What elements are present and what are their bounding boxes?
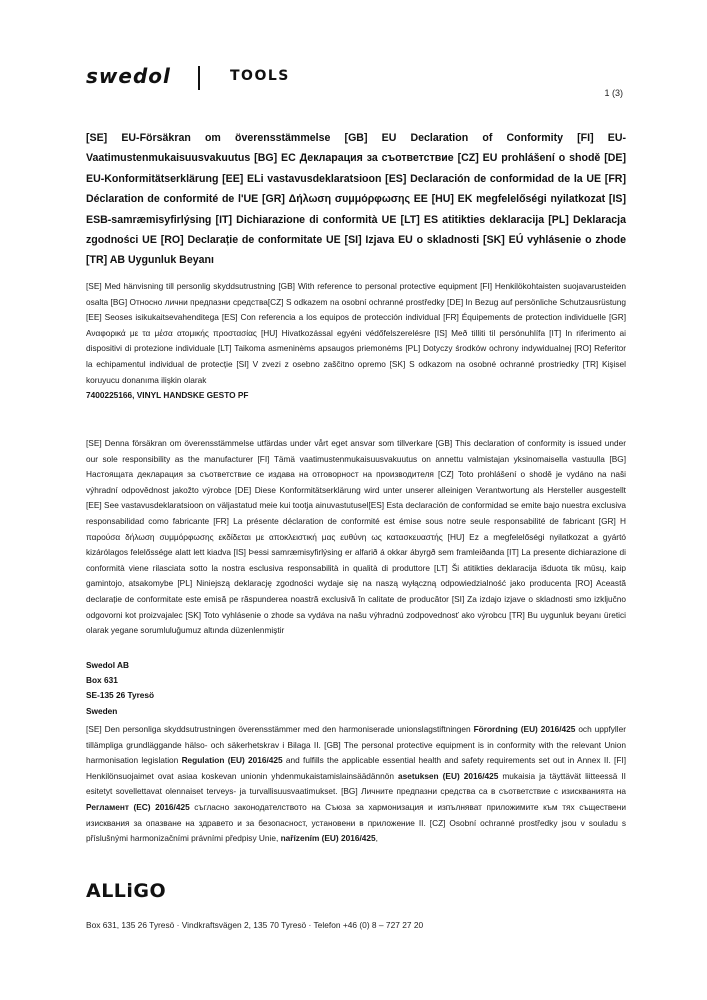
harm-text-3: and fulfills the applicable essential health and safety requirements set out in Annex II. [FI] Henkilönsuojaimet ovat asiaa koskevan unionin yhdenmukaistamislainsäädännön: [86, 755, 627, 781]
header-section-label: TOOLS: [230, 68, 290, 84]
harm-regulation-cz: nařízením (EU) 2016/425: [280, 833, 376, 844]
address-company: Swedol AB: [86, 660, 130, 670]
manufacturer-address: [86, 658, 154, 719]
header-divider: [198, 66, 200, 90]
harm-text-5: съгласно законодателството на Съюза за хармонизация и изпълняват приложимите към тях съществени изисквания за опазване на здравето и за безопасност, установени в приложение II. [CZ] Osobní ochranné prostředky jsou v souladu s příslušnými harmonizačními právními předpisy Unie,: [86, 801, 626, 844]
swedol-logo: swedol: [86, 64, 171, 88]
harm-regulation-se: Förordning (EU) 2016/425: [473, 724, 576, 734]
harm-regulation-gb: Regulation (EU) 2016/425: [181, 755, 283, 766]
reference-text: [SE] Med hänvisning till personlig skyddsutrustning [GB] With reference to personal protective equipment [FI] Henkilökohtaisten suojavarusteiden osalta [BG] Относно лични предпазни средства[CZ] S odkazem na osobní ochranné prostředky [DE] In Bezug auf persönliche Schutzausrüstung [EE] Seoses isikukaitsevahenditega [ES] Con referencia a los equipos de protección individual [FR] Équipements de protection individuelle [GR] Αναφορικά με τα μέσα ατομικής προστασίας [HU] Hivatkozással egyéni védőfelszerelésre [IS] Með tilliti til persónuhlífa [IT] In riferimento ai dispositivi di protezione individuale [LT] Taikoma asmeninėms apsaugos priemonėms [PL] Dotyczy środków ochrony indywidualnej [RO] Referitor la echipamentul individual de protecție [SI] V zvezi z osebno zaščitno opremo [SK] S odkazom na osobné ochranné prostriedky [TR] Kişisel koruyucu donanıma ilişkin olarak: [86, 281, 626, 385]
responsibility-paragraph: [SE] Denna försäkran om överensstämmelse utfärdas under vårt eget ansvar som tillverkare [GB] This declaration of conformity is issued under our sole responsibility as the manufacturer [FI] Tämä vaatimustenmukaisuusvakuutus on annettu valmistajan yksinomaisella vastuulla [BG] Настоящата декларация за съответствие се издава на отговорност на производителя [CZ] Toto prohlášení o shodě je vydáno na naši výhradní odpovědnost jakožto výrobce [DE] Diese Konformitätserklärung wird unter unserer alleinigen Verantwortung als Hersteller ausgestellt [EE] See vastavusdeklaratsioon on väljastatud meie kui tootja ainuvastutusel[ES] Esta declaración de conformidad se emite bajo nuestra exclusiva responsabilidad como fabricante [FR] La présente déclaration de conformité est émise sous notre seule responsabilité de fabricant [GR] Η παρούσα δήλωση συμμόρφωσης εκδίδεται με αποκλειστική μας ευθύνη ως κατασκευαστής [HU] Ez a megfelelőségi nyilatkozat a gyártó kizárólagos felelőssége alatt lett kiadva [IS] Þessi samræmisyfirlýsing er alfarið á okkar ábyrgð sem framleiðanda [IT] La presente dichiarazione di conformità viene rilasciata sotto la nostra esclusiva responsabilità in qualità di produttore [LT] Ši atitikties deklaracija išduota tik mūsų, kaip gamintojo, atsakomybe [PL] Niniejszą deklarację zgodności wydaje się na naszą wyłączną odpowiedzialność jako producenta [RO] Această declarație de conformitate este emisă pe răspunderea noastră exclusivă în calitate de producător [SI] Za izdajo izjave o skladnosti smo izključno odgovorni kot proizvajalec [SK] Toto vyhlásenie o zhode sa vydáva na našu výhradnú zodpovednosť ako výrobcu [TR] Bu uygunluk beyanı üretici olarak yegane sorumluluğumuz altında düzenlenmiştir: [86, 438, 626, 636]
harm-text-1: [SE] Den personliga skyddsutrustningen överensstämmer med den harmoniserade unionslagstiftningen: [86, 724, 474, 734]
address-box: Box 631: [86, 675, 118, 686]
harm-text-2: och uppfyller tillämpliga grundläggande hälso- och säkerhetskrav i Bilaga II. [GB] The personal protective equipment is in conformity with the relevant Union harmonisation legislation: [86, 724, 626, 766]
page-header: [86, 64, 626, 92]
footer-address: Box 631, 135 26 Tyresö · Vindkraftsvägen 2, 135 70 Tyresö · Telefon +46 (0) 8 – 727 27 20: [86, 920, 424, 930]
harm-regulation-fi: asetuksen (EU) 2016/425: [398, 770, 499, 781]
harmonisation-paragraph: [86, 722, 626, 847]
document-title: [SE] EU-Försäkran om överensstämmelse [GB] EU Declaration of Conformity [FI] EU-Vaatimustenmukaisuusvakuutus [BG] ЕС Декларация за съответствие [CZ] EU prohlášení o shodě [DE] EU-Konformitätserklärung [EE] ELi vastavusdeklaratsioon [ES] Declaración de conformidad de la UE [FR] Déclaration de conformité de l'UE [GR] Δήλωση συμμόρφωσης ΕΕ [HU] EK megfelelőségi nyilatkozat [IS] ESB-samræmisyfirlýsing [IT] Dichiarazione di conformità UE [LT] ES atitikties deklaracija [PL] Deklaracja zgodności UE [RO] Declarație de conformitate UE [SI] Izjava EU o skladnosti [SK] EÚ vyhlásenie o zhode [TR] AB Uygunluk Beyanı: [86, 132, 626, 267]
product-identifier: 7400225166, VINYL HANDSKE GESTO PF: [86, 390, 249, 401]
address-postal: SE-135 26 Tyresö: [86, 690, 155, 701]
harm-text-4: mukaisia ja täyttävät liitteessä II esitetyt sovellettavat olennaiset terveys- ja turvallisuusvaatimukset. [BG] Личните предпазни средства са в съответствие с изискванията на: [86, 770, 626, 797]
reference-paragraph: [86, 279, 626, 404]
page-number: 1 (3): [604, 88, 623, 98]
alligo-logo: ALLiGO: [86, 880, 167, 902]
address-country: Sweden: [86, 705, 118, 716]
harm-regulation-bg: Регламент (ЕС) 2016/425: [86, 801, 190, 812]
harm-text-6: ,: [375, 833, 378, 844]
